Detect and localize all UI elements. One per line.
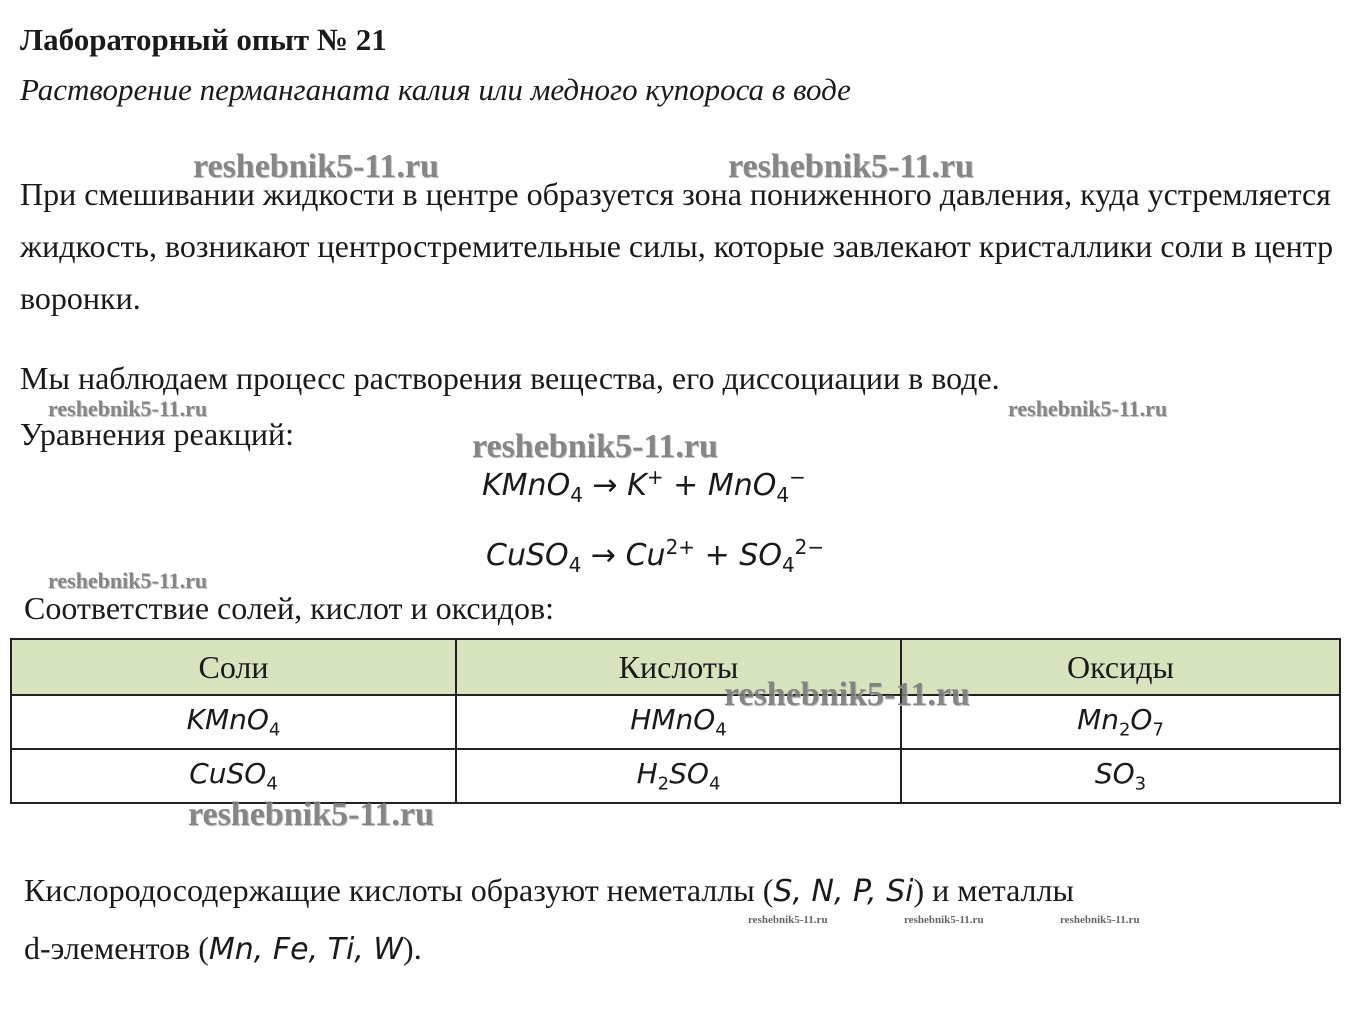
paragraph-observation: При смешивании жидкости в центре образуется зона пониженного давления, куда устремляется жидкость, возникают центростремительные силы, которые завлекают кристаллики соли в центр воронки. bbox=[20, 176, 1334, 316]
page-subtitle: Растворение перманганата калия или медного купороса в воде bbox=[20, 72, 851, 107]
watermark-text: reshebnik5-11.ru bbox=[193, 148, 439, 185]
equations-label: Уравнения реакций: bbox=[20, 416, 295, 452]
conclusion-paragraph: Кислородосодержащие кислоты образуют неметаллы (S, N, P, Si) и металлы d-элементов (Mn, Fe, Ti, W). bbox=[24, 872, 1074, 967]
table-label: Соответствие солей, кислот и оксидов: bbox=[24, 590, 554, 626]
watermark-text: reshebnik5-11.ru bbox=[1060, 914, 1140, 926]
table-header-row bbox=[11, 639, 1340, 695]
header-oxides: Оксиды bbox=[901, 639, 1340, 695]
cell-oxide: $SO_3$ bbox=[901, 749, 1340, 803]
cell-salt: KMnO$_4$ bbox=[11, 695, 456, 749]
equation-kmno4: KMnO$_4$ → K+ + MnO$_4$− bbox=[482, 465, 806, 507]
watermark-text: reshebnik5-11.ru bbox=[188, 796, 434, 833]
header-salts: Соли bbox=[11, 639, 456, 695]
salts-acids-oxides-table bbox=[10, 638, 1341, 804]
page-title: Лабораторный опыт № 21 bbox=[20, 22, 387, 57]
header-acids: Кислоты bbox=[456, 639, 901, 695]
watermark-text: reshebnik5-11.ru bbox=[472, 428, 718, 465]
watermark-text: reshebnik5-11.ru bbox=[48, 568, 208, 593]
watermark-text: reshebnik5-11.ru bbox=[1008, 396, 1168, 421]
watermark-text: reshebnik5-11.ru bbox=[748, 914, 828, 926]
cell-acid: HMnO$_4$ bbox=[456, 695, 901, 749]
cell-salt: CuSO$_4$ bbox=[11, 749, 456, 803]
watermark-text: reshebnik5-11.ru bbox=[728, 148, 974, 185]
paragraph-dissociation: Мы наблюдаем процесс растворения вещества, его диссоциации в воде. bbox=[20, 360, 1000, 396]
metals-list: Mn, Fe, Ti, W bbox=[208, 932, 404, 967]
cell-acid: $H_2SO_4$ bbox=[456, 749, 901, 803]
table-row bbox=[11, 695, 1340, 749]
watermark-text: reshebnik5-11.ru bbox=[724, 676, 970, 713]
equation-cuso4: CuSO$_4$ → $Cu^{2+} + SO_4^{2-}$ bbox=[486, 535, 825, 577]
table-row bbox=[11, 749, 1340, 803]
watermark-text: reshebnik5-11.ru bbox=[904, 914, 984, 926]
nonmetals-list: S, N, P, Si bbox=[773, 874, 914, 909]
watermark-text: reshebnik5-11.ru bbox=[48, 396, 208, 421]
cell-oxide: $Mn_2O_7$ bbox=[901, 695, 1340, 749]
